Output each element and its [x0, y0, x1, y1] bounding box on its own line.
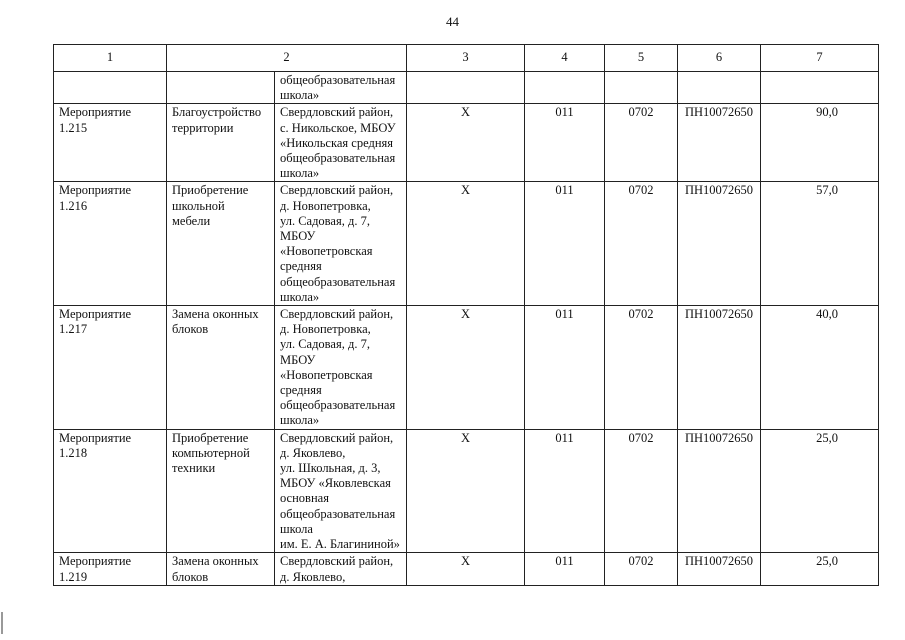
event-cell: Мероприятие 1.217	[54, 306, 167, 430]
col5-cell: 0702	[605, 429, 678, 553]
location-cell: Свердловский район, д. Яковлево, ул. Школьная, д. 3, МБОУ «Яковлевская основная общеобразовательная школа им. Е. А. Благининой»	[275, 429, 407, 553]
name-cell: Приобретение школьной мебели	[167, 182, 275, 306]
col4-cell: 011	[525, 306, 605, 430]
column-header-2: 2	[167, 45, 407, 72]
table-row	[54, 553, 879, 585]
header-row	[54, 45, 879, 72]
amount-cell: 57,0	[761, 182, 879, 306]
col3-cell: X	[407, 306, 525, 430]
name-cell: Замена оконных блоков	[167, 553, 275, 585]
column-header-6: 6	[678, 45, 761, 72]
scan-edge-mark	[1, 612, 3, 634]
location-cell: Свердловский район, д. Новопетровка, ул. Садовая, д. 7, МБОУ «Новопетровская средняя общеобразовательная школа»	[275, 182, 407, 306]
col6-cell: ПН10072650	[678, 104, 761, 182]
col6-cell: ПН10072650	[678, 553, 761, 585]
page-number: 44	[446, 14, 459, 29]
name-cell: Приобретение компьютерной техники	[167, 429, 275, 553]
table-row	[54, 429, 879, 553]
column-header-5: 5	[605, 45, 678, 72]
col6-cell: ПН10072650	[678, 429, 761, 553]
amount-cell: 25,0	[761, 429, 879, 553]
budget-table	[53, 44, 879, 586]
location-cell: Свердловский район, д. Новопетровка, ул. Садовая, д. 7, МБОУ «Новопетровская средняя общеобразовательная школа»	[275, 306, 407, 430]
col5-cell: 0702	[605, 104, 678, 182]
col4-cell: 011	[525, 429, 605, 553]
table-row	[54, 306, 879, 430]
event-cell: Мероприятие 1.219	[54, 553, 167, 585]
col3-cell: X	[407, 553, 525, 585]
col4-cell: 011	[525, 182, 605, 306]
column-header-3: 3	[407, 45, 525, 72]
name-cell: Благоустройство территории	[167, 104, 275, 182]
table-row-continuation	[54, 72, 879, 104]
col6-cell: ПН10072650	[678, 182, 761, 306]
location-cell: общеобразовательная школа»	[275, 72, 407, 104]
event-cell: Мероприятие 1.215	[54, 104, 167, 182]
col5-cell: 0702	[605, 182, 678, 306]
column-header-1: 1	[54, 45, 167, 72]
col4-cell: 011	[525, 553, 605, 585]
table-row	[54, 104, 879, 182]
col5-cell: 0702	[605, 553, 678, 585]
location-cell: Свердловский район, с. Никольское, МБОУ «Никольская средняя общеобразовательная школа»	[275, 104, 407, 182]
col4-cell: 011	[525, 104, 605, 182]
col6-cell: ПН10072650	[678, 306, 761, 430]
event-cell: Мероприятие 1.218	[54, 429, 167, 553]
event-cell: Мероприятие 1.216	[54, 182, 167, 306]
location-cell: Свердловский район, д. Яковлево,	[275, 553, 407, 585]
amount-cell: 25,0	[761, 553, 879, 585]
column-header-4: 4	[525, 45, 605, 72]
col5-cell: 0702	[605, 306, 678, 430]
amount-cell: 40,0	[761, 306, 879, 430]
col3-cell: X	[407, 104, 525, 182]
table-row	[54, 182, 879, 306]
amount-cell: 90,0	[761, 104, 879, 182]
col3-cell: X	[407, 182, 525, 306]
column-header-7: 7	[761, 45, 879, 72]
name-cell: Замена оконных блоков	[167, 306, 275, 430]
col3-cell: X	[407, 429, 525, 553]
